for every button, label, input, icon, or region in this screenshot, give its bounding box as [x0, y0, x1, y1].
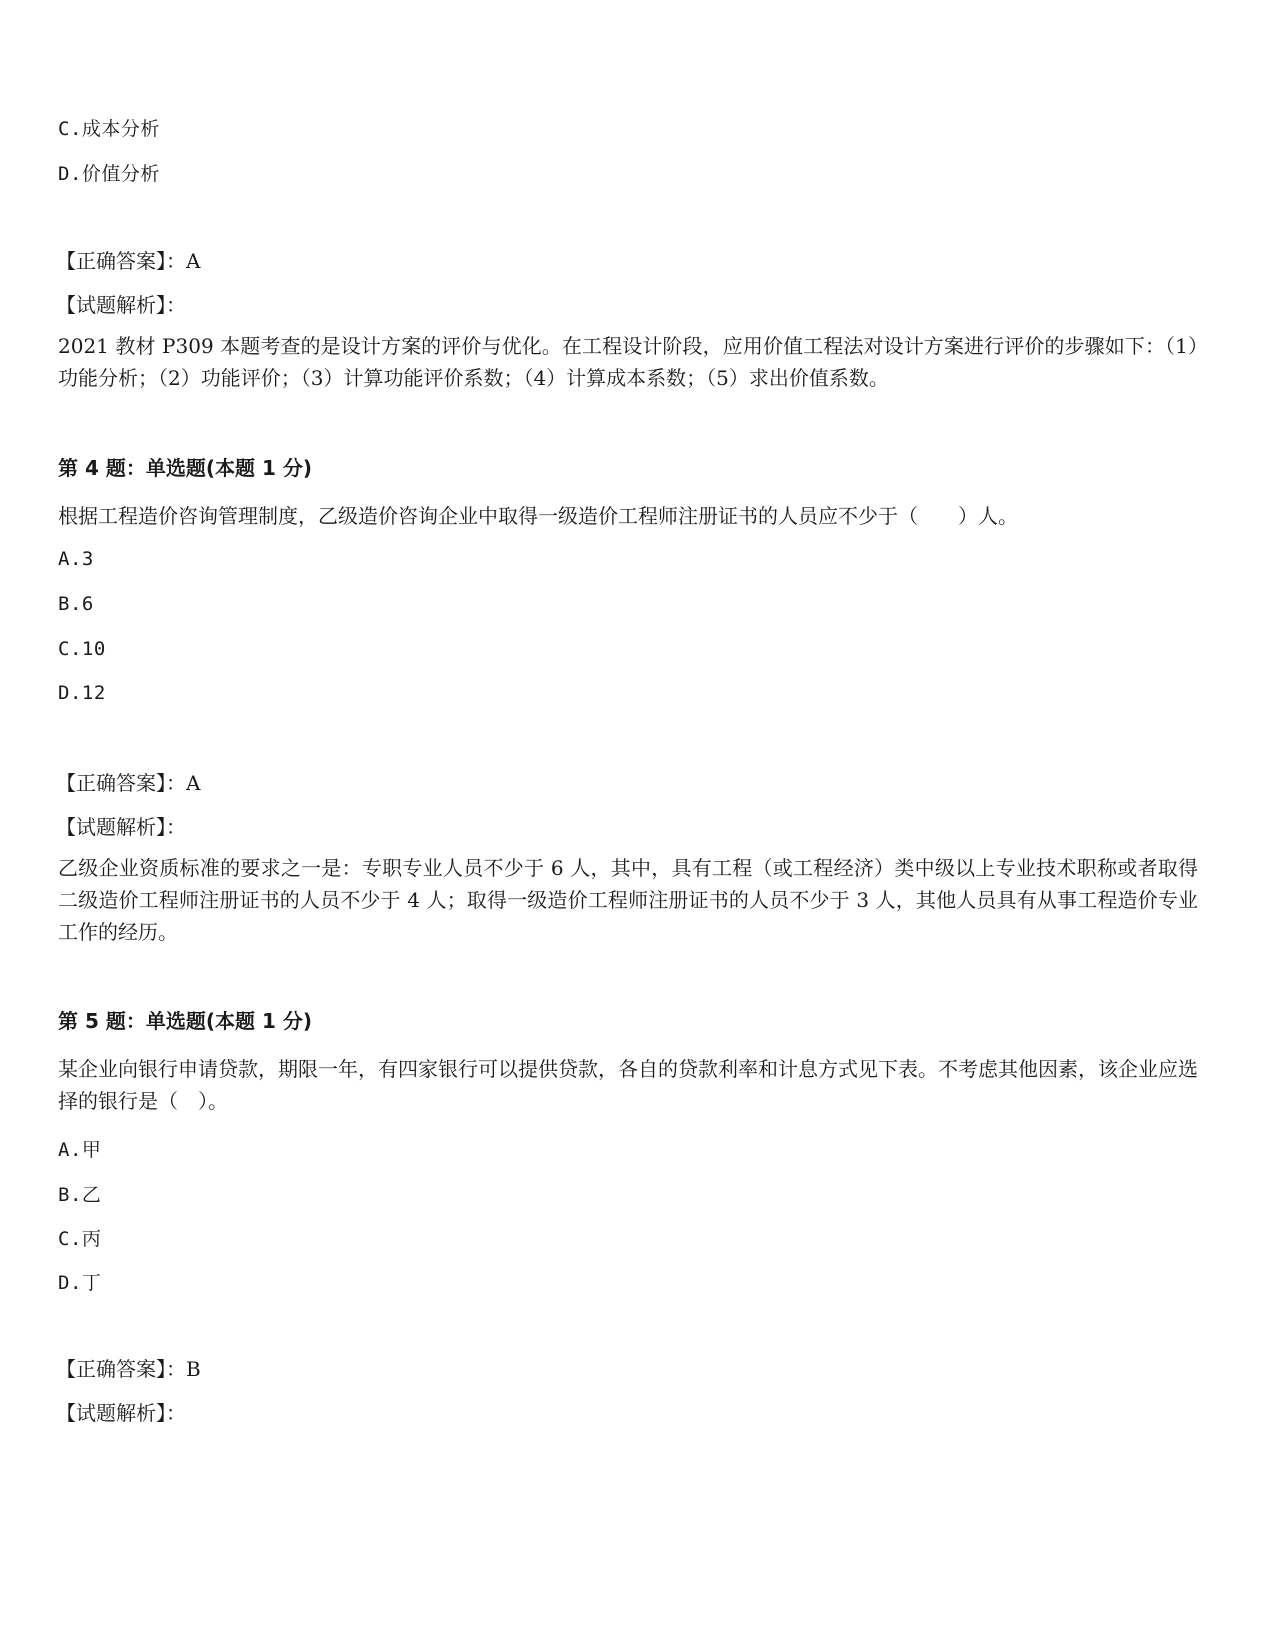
q4-analysis-label: 【试题解析】：: [56, 815, 186, 839]
q4-heading: 第 4 题：单选题(本题 1 分): [58, 456, 312, 480]
q3-analysis-label: 【试题解析】：: [56, 293, 186, 317]
q5-stem: 某企业向银行申请贷款，期限一年，有四家银行可以提供贷款，各自的贷款利率和计息方式见下表。不考虑其他因素，该企业应选择的银行是（ ）。: [58, 1057, 1198, 1113]
q4-option-d: D.12: [58, 682, 106, 704]
exam-page: [58, 0, 1208, 1650]
q5-option-d: D.丁: [58, 1272, 102, 1294]
q5-option-a: A.甲: [58, 1139, 102, 1161]
q3-correct-answer: 【正确答案】：A: [56, 249, 201, 273]
q5-option-b: B.乙: [58, 1184, 102, 1206]
q5-analysis-label: 【试题解析】：: [56, 1401, 186, 1425]
q5-option-c: C.丙: [58, 1228, 102, 1250]
q4-correct-answer: 【正确答案】：A: [56, 771, 201, 795]
q4-analysis-text: 乙级企业资质标准的要求之一是：专职专业人员不少于 6 人，其中，具有工程（或工程经济）类中级以上专业技术职称或者取得二级造价工程师注册证书的人员不少于 4 人；取得一级造价工程师注册证书的人员不少于 3 人，其他人员具有从事工程造价专业工作的经历。: [58, 856, 1198, 944]
q3-option-d: D.价值分析: [58, 163, 160, 185]
q4-stem: 根据工程造价咨询管理制度，乙级造价咨询企业中取得一级造价工程师注册证书的人员应不少于（ ）人。: [58, 504, 1018, 528]
q3-option-c: C.成本分析: [58, 118, 160, 140]
q4-option-c: C.10: [58, 638, 106, 660]
q4-option-b: B.6: [58, 593, 94, 615]
q5-heading: 第 5 题：单选题(本题 1 分): [58, 1009, 312, 1033]
q3-analysis-text: 2021 教材 P309 本题考查的是设计方案的评价与优化。在工程设计阶段，应用价值工程法对设计方案进行评价的步骤如下：（1）功能分析；（2）功能评价；（3）计算功能评价系数；（4）计算成本系数；（5）求出价值系数。: [58, 334, 1198, 390]
q4-option-a: A.3: [58, 548, 94, 570]
q5-correct-answer: 【正确答案】：B: [56, 1357, 201, 1381]
